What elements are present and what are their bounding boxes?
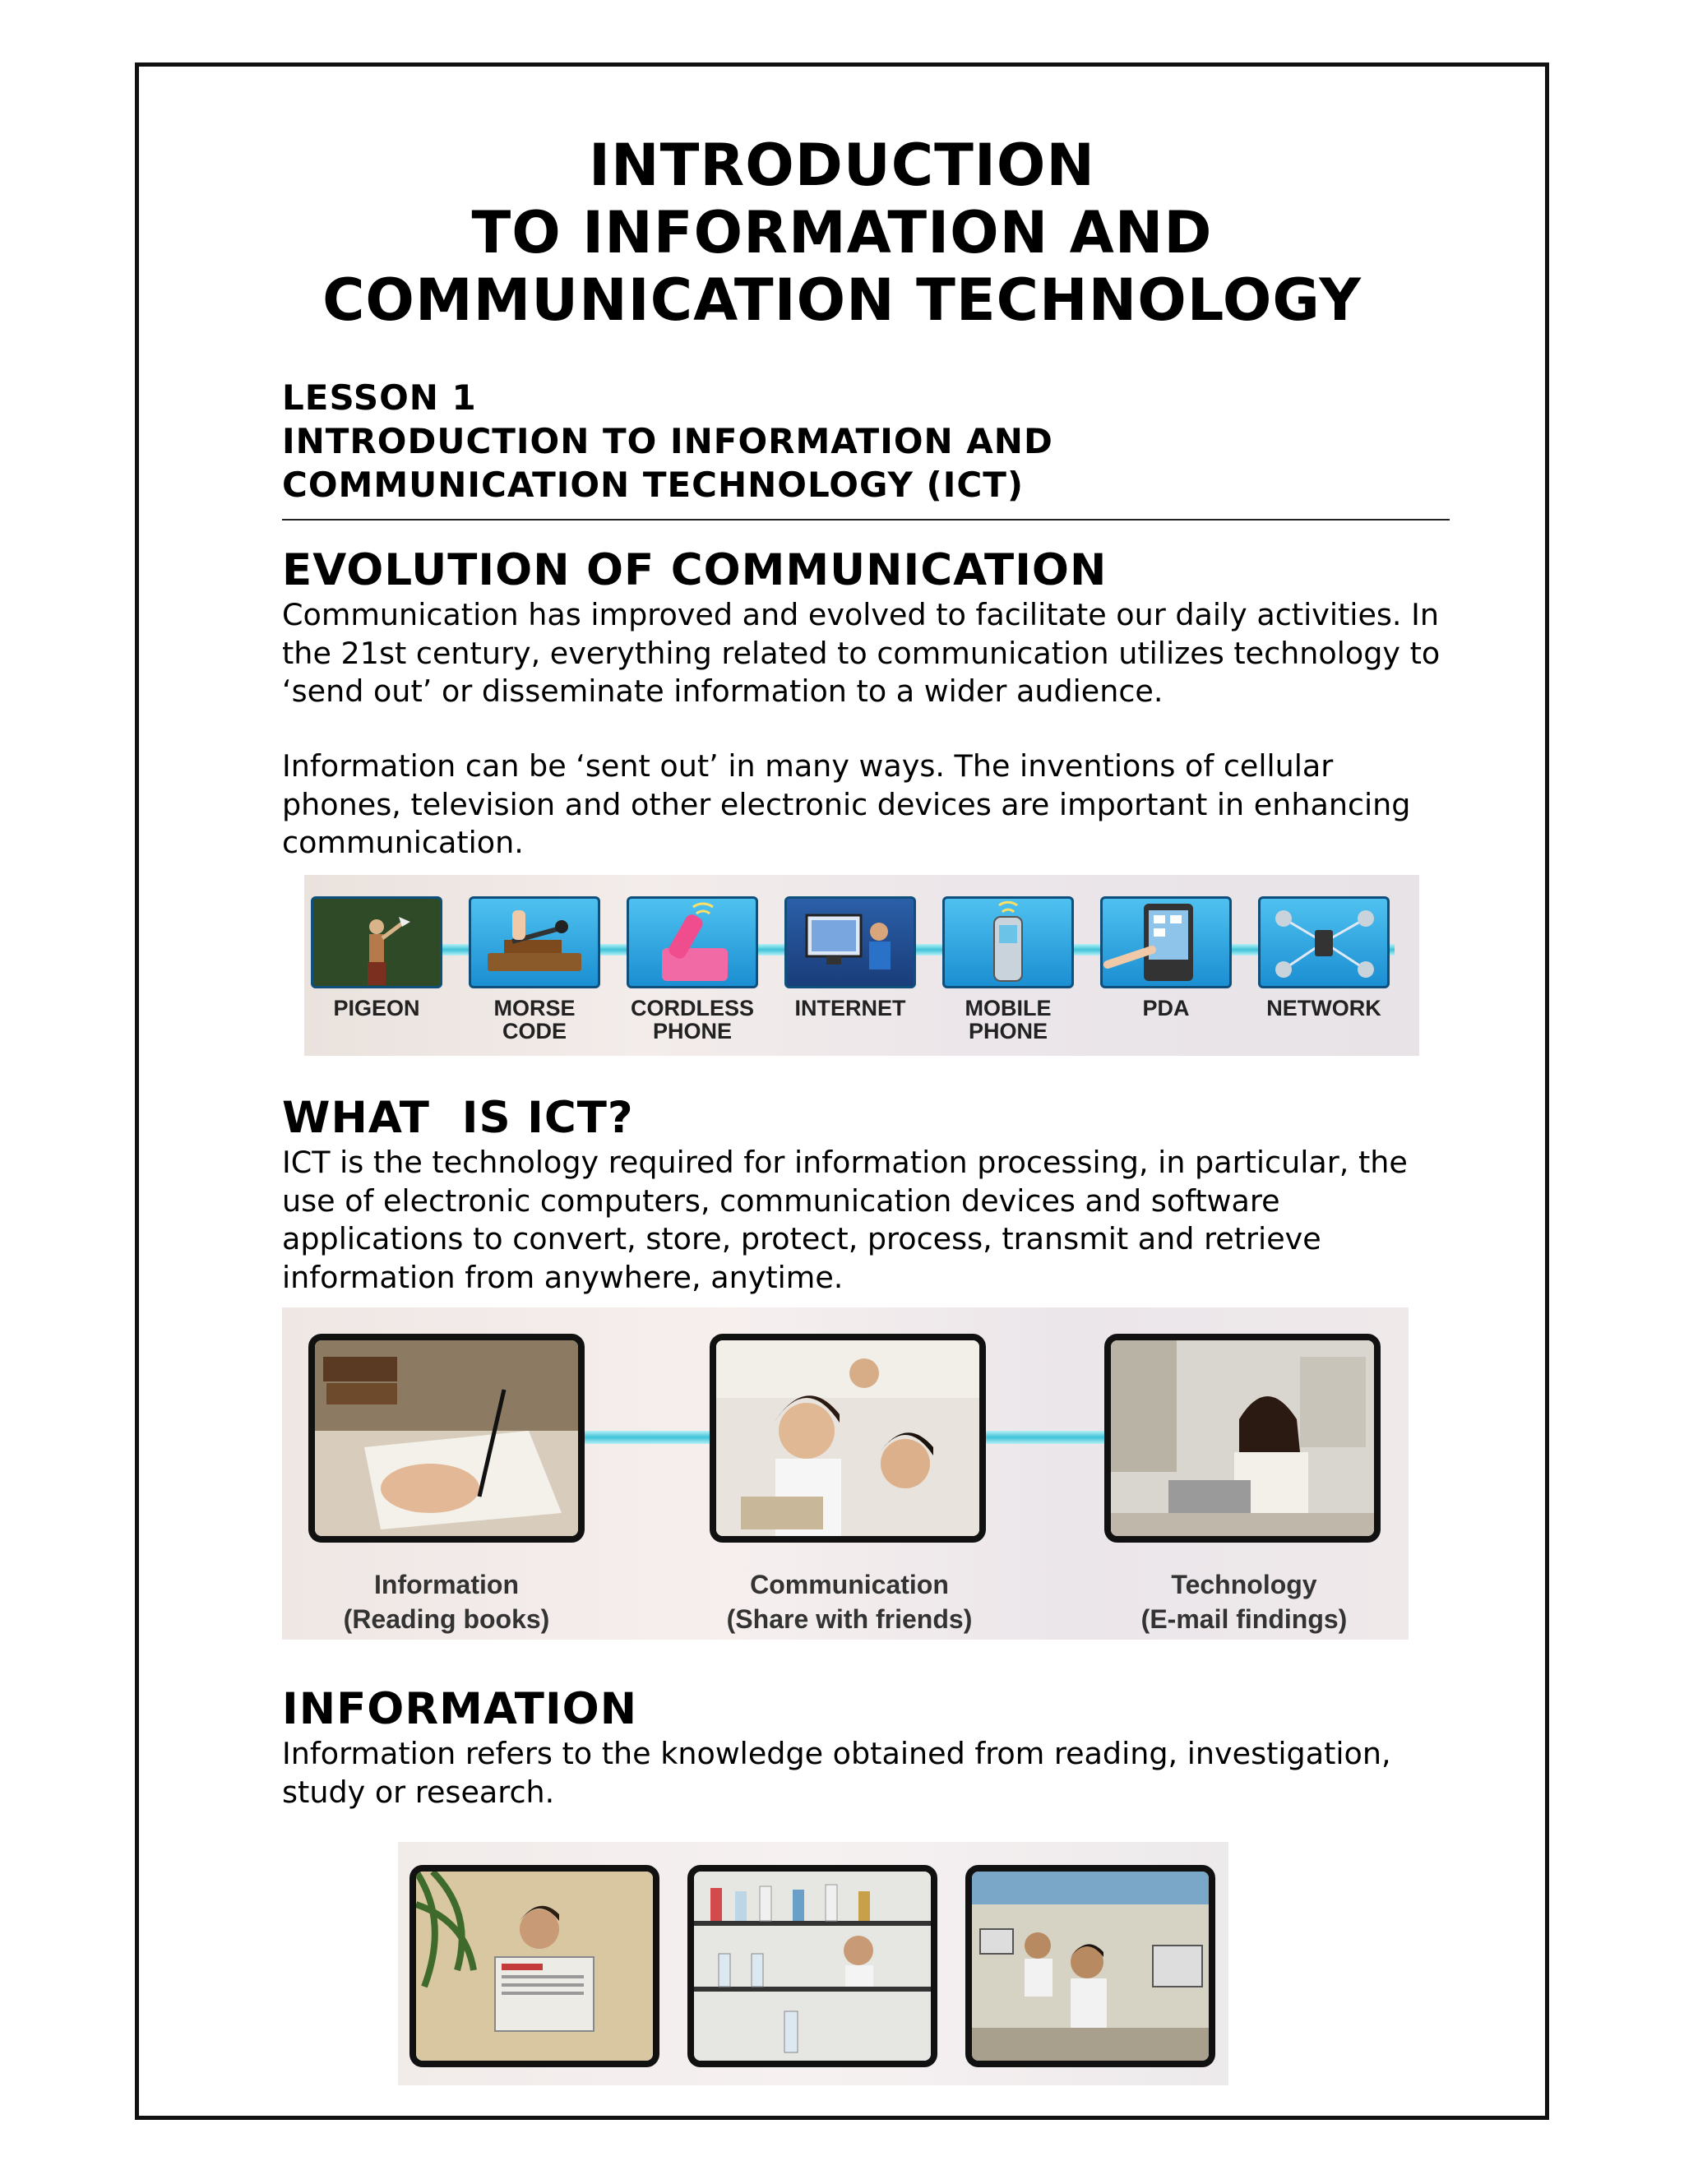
email-findings-photo [1104, 1334, 1381, 1543]
text-line: Communication has improved and evolved to facilitate our daily activities. In [282, 597, 1440, 632]
ict-concepts-image [282, 1307, 1409, 1640]
ict-label-title: Information [374, 1570, 519, 1599]
evolution-item-cordless-phone [627, 896, 758, 1043]
evolution-paragraph-1 [282, 596, 1483, 711]
ict-label-title: Technology [1171, 1570, 1317, 1599]
text-line: the 21st century, everything related to communication utilizes technology to [282, 635, 1441, 671]
lesson-title-line-2: COMMUNICATION TECHNOLOGY (ICT) [282, 465, 1025, 505]
ict-paragraph [282, 1144, 1483, 1297]
ict-label-subtitle: (Reading books) [343, 1604, 550, 1634]
text-line: ICT is the technology required for information processing, in particular, the [282, 1145, 1408, 1180]
evolution-item-pigeon [311, 896, 442, 1020]
lesson-number: LESSON 1 [282, 377, 477, 418]
computer-lab-photo [965, 1865, 1215, 2067]
text-line: Information refers to the knowledge obtained from reading, investigation, [282, 1736, 1391, 1771]
network-icon [1258, 896, 1390, 988]
laboratory-research-photo [687, 1865, 937, 2067]
page-title-line-1: INTRODUCTION [589, 132, 1095, 199]
ict-label-information [298, 1567, 594, 1636]
evolution-label: PDA [1142, 996, 1190, 1020]
evolution-item-network [1258, 896, 1390, 1020]
ict-heading: WHAT IS ICT? [282, 1093, 634, 1143]
ict-label-technology [1096, 1567, 1392, 1636]
morse-key-icon [469, 896, 600, 988]
cordless-phone-icon [627, 896, 758, 988]
evolution-heading: EVOLUTION OF COMMUNICATION [282, 545, 1108, 595]
evolution-label: PIGEON [333, 996, 420, 1020]
internet-computer-icon [784, 896, 916, 988]
newspaper-reader-photo [409, 1865, 659, 2067]
pigeon-icon [311, 896, 442, 988]
share-with-friends-photo [710, 1334, 986, 1543]
ict-label-subtitle: (Share with friends) [726, 1604, 973, 1634]
ict-label-title: Communication [750, 1570, 949, 1599]
evolution-label: MORSE CODE [493, 996, 576, 1043]
page-title-line-2: TO INFORMATION AND [471, 199, 1213, 266]
evolution-label: INTERNET [794, 996, 906, 1020]
evolution-paragraph-2 [282, 747, 1483, 863]
evolution-label: NETWORK [1266, 996, 1381, 1020]
lesson-title-line-1: INTRODUCTION TO INFORMATION AND [282, 421, 1053, 461]
text-line: information from anywhere, anytime. [282, 1259, 844, 1295]
evolution-label: CORDLESS PHONE [630, 996, 755, 1043]
pda-icon [1100, 896, 1232, 988]
evolution-item-morse-code [469, 896, 600, 1043]
ict-label-communication [701, 1567, 997, 1636]
evolution-timeline-image [304, 875, 1419, 1056]
information-heading: INFORMATION [282, 1684, 638, 1734]
evolution-item-mobile-phone [942, 896, 1074, 1043]
text-line: Information can be ‘sent out’ in many ways. The inventions of cellular [282, 748, 1334, 784]
text-line: applications to convert, store, protect, process, transmit and retrieve [282, 1221, 1321, 1256]
text-line: ‘send out’ or disseminate information to a wider audience. [282, 673, 1164, 709]
mobile-phone-icon [942, 896, 1074, 988]
information-sources-image [398, 1842, 1228, 2085]
evolution-item-internet [784, 896, 916, 1020]
reading-books-photo [308, 1334, 585, 1543]
evolution-item-pda [1100, 896, 1232, 1020]
ict-label-subtitle: (E-mail findings) [1140, 1604, 1348, 1634]
evolution-label: MOBILE PHONE [965, 996, 1052, 1043]
text-line: communication. [282, 825, 524, 860]
page-title-line-3: COMMUNICATION TECHNOLOGY [322, 266, 1362, 334]
text-line: use of electronic computers, communication devices and software [282, 1182, 1280, 1219]
section-divider [282, 519, 1450, 521]
information-paragraph [282, 1735, 1483, 1812]
text-line: phones, television and other electronic devices are important in enhancing [282, 786, 1411, 822]
text-line: study or research. [282, 1774, 555, 1810]
